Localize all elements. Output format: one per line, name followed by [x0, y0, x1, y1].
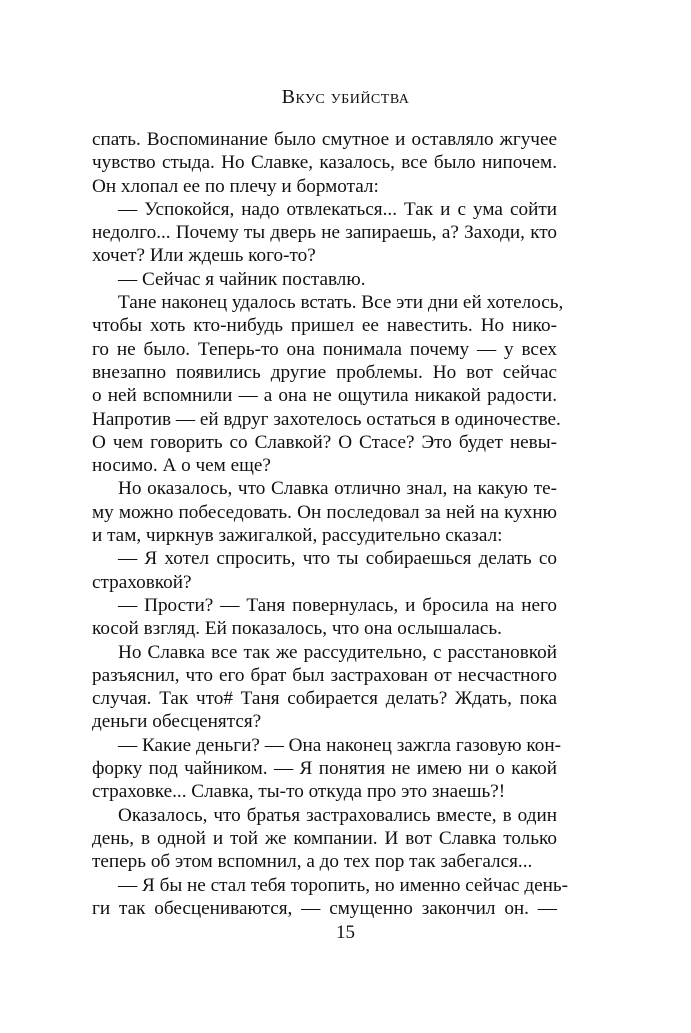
text-line: Тане наконец удалось встать. Все эти дни ей хотелось, — [118, 292, 564, 314]
text-line: Оказалось, что братья застраховались вместе, в один — [118, 804, 557, 826]
text-line: деньги обесценятся? — [92, 711, 262, 733]
text-line: — Успокойся, надо отвлекаться... Так и с ума сойти — [118, 198, 557, 220]
text-line: страховке... Славка, ты-то откуда про это знаешь?! — [92, 781, 506, 803]
text-line: носимо. А о чем еще? — [92, 455, 271, 477]
body-text — [92, 128, 569, 920]
text-line: недолго... Почему ты дверь не запираешь, а? Заходи, кто — [92, 222, 557, 244]
text-line: случая. Так что# Таня собирается делать? Ждать, пока — [92, 688, 557, 710]
text-line: косой взгляд. Ей показалось, что она ослышалась. — [92, 618, 502, 640]
text-line: о ней вспомнили — а она не ощутила никакой радости. — [92, 385, 557, 407]
text-line: Он хлопал ее по плечу и бормотал: — [92, 175, 379, 197]
text-line: — Какие деньги? — Она наконец зажгла газовую кон- — [118, 734, 562, 756]
text-line: — Прости? — Таня повернулась, и бросила на него — [118, 594, 557, 616]
text-line: го не было. Теперь-то она понимала почему — у всех — [92, 338, 557, 360]
text-line: Напротив — ей вдруг захотелось остаться в одиночестве. — [92, 408, 561, 430]
text-line: — Сейчас я чайник поставлю. — [118, 268, 366, 290]
text-line: О чем говорить со Славкой? О Стасе? Это будет невы- — [92, 431, 557, 453]
text-line: чувство стыда. Но Славке, казалось, все было нипочем. — [92, 152, 557, 174]
text-line: разъяснил, что его брат был застрахован от несчастного — [92, 664, 557, 686]
text-line: му можно побеседовать. Он последовал за ней на кухню — [92, 501, 557, 523]
text-line: день, в одной и той же компании. И вот Славка только — [92, 827, 557, 849]
text-line: Но оказалось, что Славка отлично знал, на какую те- — [118, 478, 557, 500]
page-number: 15 — [336, 922, 355, 943]
running-head: Вкус убийства — [281, 86, 410, 108]
text-line: Но Славка все так же рассудительно, с расстановкой — [118, 641, 557, 663]
text-line: и там, чиркнув зажигалкой, рассудительно сказал: — [92, 525, 503, 547]
text-line: ги так обесцениваются, — смущенно закончил он. — — [92, 897, 557, 919]
text-line: форку под чайником. — Я понятия не имею ни о какой — [92, 758, 557, 780]
text-line: — Я бы не стал тебя торопить, но именно сейчас день- — [118, 874, 569, 896]
text-line: чтобы хоть кто-нибудь пришел ее навестить. Но нико- — [92, 315, 557, 337]
text-line: хочет? Или ждешь кого-то? — [92, 245, 316, 267]
text-line: внезапно появились другие проблемы. Но вот сейчас — [92, 361, 557, 383]
text-line: спать. Воспоминание было смутное и оставляло жгучее — [92, 129, 557, 150]
text-line: теперь об этом вспомнил, а до тех пор так забегался... — [92, 851, 533, 873]
text-line: — Я хотел спросить, что ты собираешься делать со — [118, 548, 557, 570]
text-line: страховкой? — [92, 571, 192, 593]
